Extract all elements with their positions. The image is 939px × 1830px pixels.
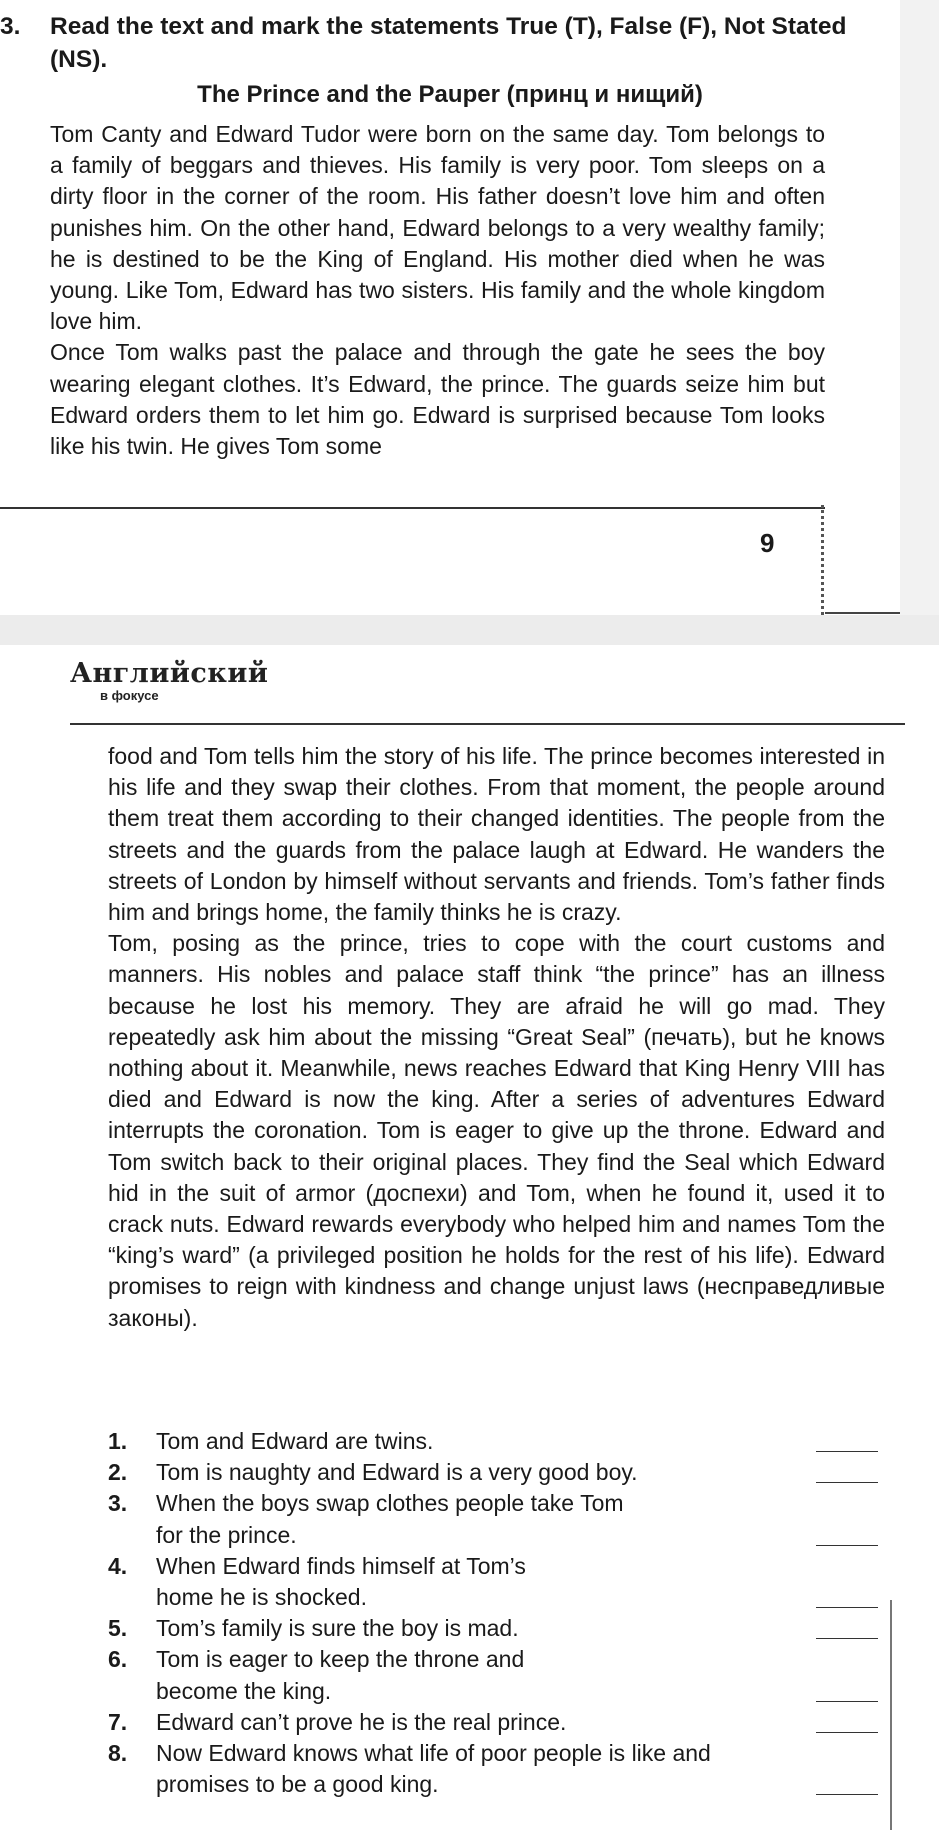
statement-number: 8.	[108, 1740, 128, 1767]
statement-item	[108, 1738, 888, 1800]
task-instruction: Read the text and mark the statements True (T), False (F), Not Stated (NS).	[50, 13, 847, 73]
statements-list	[108, 1426, 888, 1800]
answer-blank[interactable]	[816, 1606, 878, 1608]
task-number: 3.	[0, 13, 21, 40]
statement-item	[108, 1426, 888, 1457]
statement-text: Now Edward knows what life of poor people is like and promises to be a good king.	[156, 1740, 711, 1798]
statement-text: Tom is naughty and Edward is a very good boy.	[156, 1459, 638, 1486]
statement-number: 7.	[108, 1708, 128, 1735]
statement-number: 6.	[108, 1646, 128, 1673]
answer-blank[interactable]	[816, 1793, 878, 1795]
statement-item	[108, 1488, 888, 1550]
statement-item	[108, 1613, 888, 1644]
page-edge	[900, 0, 939, 615]
logo-subtitle: в фокусе	[100, 688, 159, 703]
answer-blank[interactable]	[816, 1544, 878, 1546]
page-gap	[0, 615, 939, 645]
statement-text: Tom is eager to keep the throne and become the king.	[156, 1646, 525, 1704]
statement-number: 4.	[108, 1552, 128, 1579]
statement-text: Tom’s family is sure the boy is mad.	[156, 1615, 519, 1642]
statement-text: Edward can’t prove he is the real prince.	[156, 1708, 567, 1735]
paragraph: Once Tom walks past the palace and through the gate he sees the boy wearing elegant clothes. It’s Edward, the prince. The guards seize him but Edward orders them to let him go. Edward is surprised because Tom looks like his twin. He gives Tom some	[50, 339, 825, 460]
divider	[825, 612, 900, 614]
statement-text: When the boys swap clothes people take Tom for the prince.	[156, 1490, 624, 1548]
dotted-divider	[821, 505, 824, 615]
statement-number: 1.	[108, 1428, 128, 1454]
statement-item	[108, 1457, 888, 1488]
statement-item	[108, 1551, 888, 1613]
divider	[0, 507, 825, 509]
statement-item	[108, 1707, 888, 1738]
statement-text: When Edward finds himself at Tom’s home he is shocked.	[156, 1552, 526, 1611]
statement-text: Tom and Edward are twins.	[156, 1428, 434, 1454]
answer-blank[interactable]	[816, 1731, 878, 1733]
statement-number: 3.	[108, 1490, 128, 1517]
textbook-logo	[70, 660, 268, 703]
story-title: The Prince and the Pauper (принц и нищий)	[197, 81, 703, 108]
story-text-page1	[50, 119, 825, 462]
paragraph: Tom, posing as the prince, tries to cope with the court customs and manners. His nobles and palace staff think “the prince” has an illness because he lost his memory. They are afraid he will go mad. They repeatedly ask him about the missing “Great Seal” (печать), but he knows nothing about it. Meanwhile, news reaches Edward that King Henry VIII has died and Edward is now the king. After a series of adventures Edward interrupts the coronation. Tom is eager to give up the throne. Edward and Tom switch back to their original places. They find the Seal which Edward hid in the suit of armor (доспехи) and Tom, when he found it, used it to crack nuts. Edward rewards everybody who helped him and names Tom the “king’s ward” (a privileged position he holds for the rest of his life). Edward promises to reign with kindness and change unjust laws (несправедливые законы).	[108, 930, 885, 1331]
margin-line	[890, 1600, 892, 1830]
statement-number: 2.	[108, 1459, 128, 1486]
story-text-page2	[108, 741, 885, 1334]
statement-item	[108, 1644, 888, 1706]
page-top	[0, 0, 900, 615]
paragraph: Tom Canty and Edward Tudor were born on the same day. Tom belongs to a family of beggars and thieves. His family is very poor. Tom sleeps on a dirty floor in the corner of the room. His father doesn’t love him and often punishes him. On the other hand, Edward belongs to a very wealthy family; he is destined to be the King of England. His mother died when he was young. Like Tom, Edward has two sisters. His family and the whole kingdom love him.	[50, 121, 825, 335]
divider	[70, 723, 905, 725]
answer-blank[interactable]	[816, 1637, 878, 1639]
logo-title: Английский	[70, 658, 269, 689]
task-header	[0, 10, 880, 76]
page-number: 9	[760, 528, 775, 558]
paragraph: food and Tom tells him the story of his life. The prince becomes interested in his life and they swap their clothes. From that moment, the people around them treat them according to their changed identities. The people from the streets and the guards from the palace laugh at Edward. He wanders the streets of London by himself without servants and friends. Tom’s father finds him and brings home, the family thinks he is crazy.	[108, 743, 885, 926]
answer-blank[interactable]	[816, 1450, 878, 1452]
answer-blank[interactable]	[816, 1700, 878, 1702]
statement-number: 5.	[108, 1615, 128, 1642]
answer-blank[interactable]	[816, 1481, 878, 1483]
